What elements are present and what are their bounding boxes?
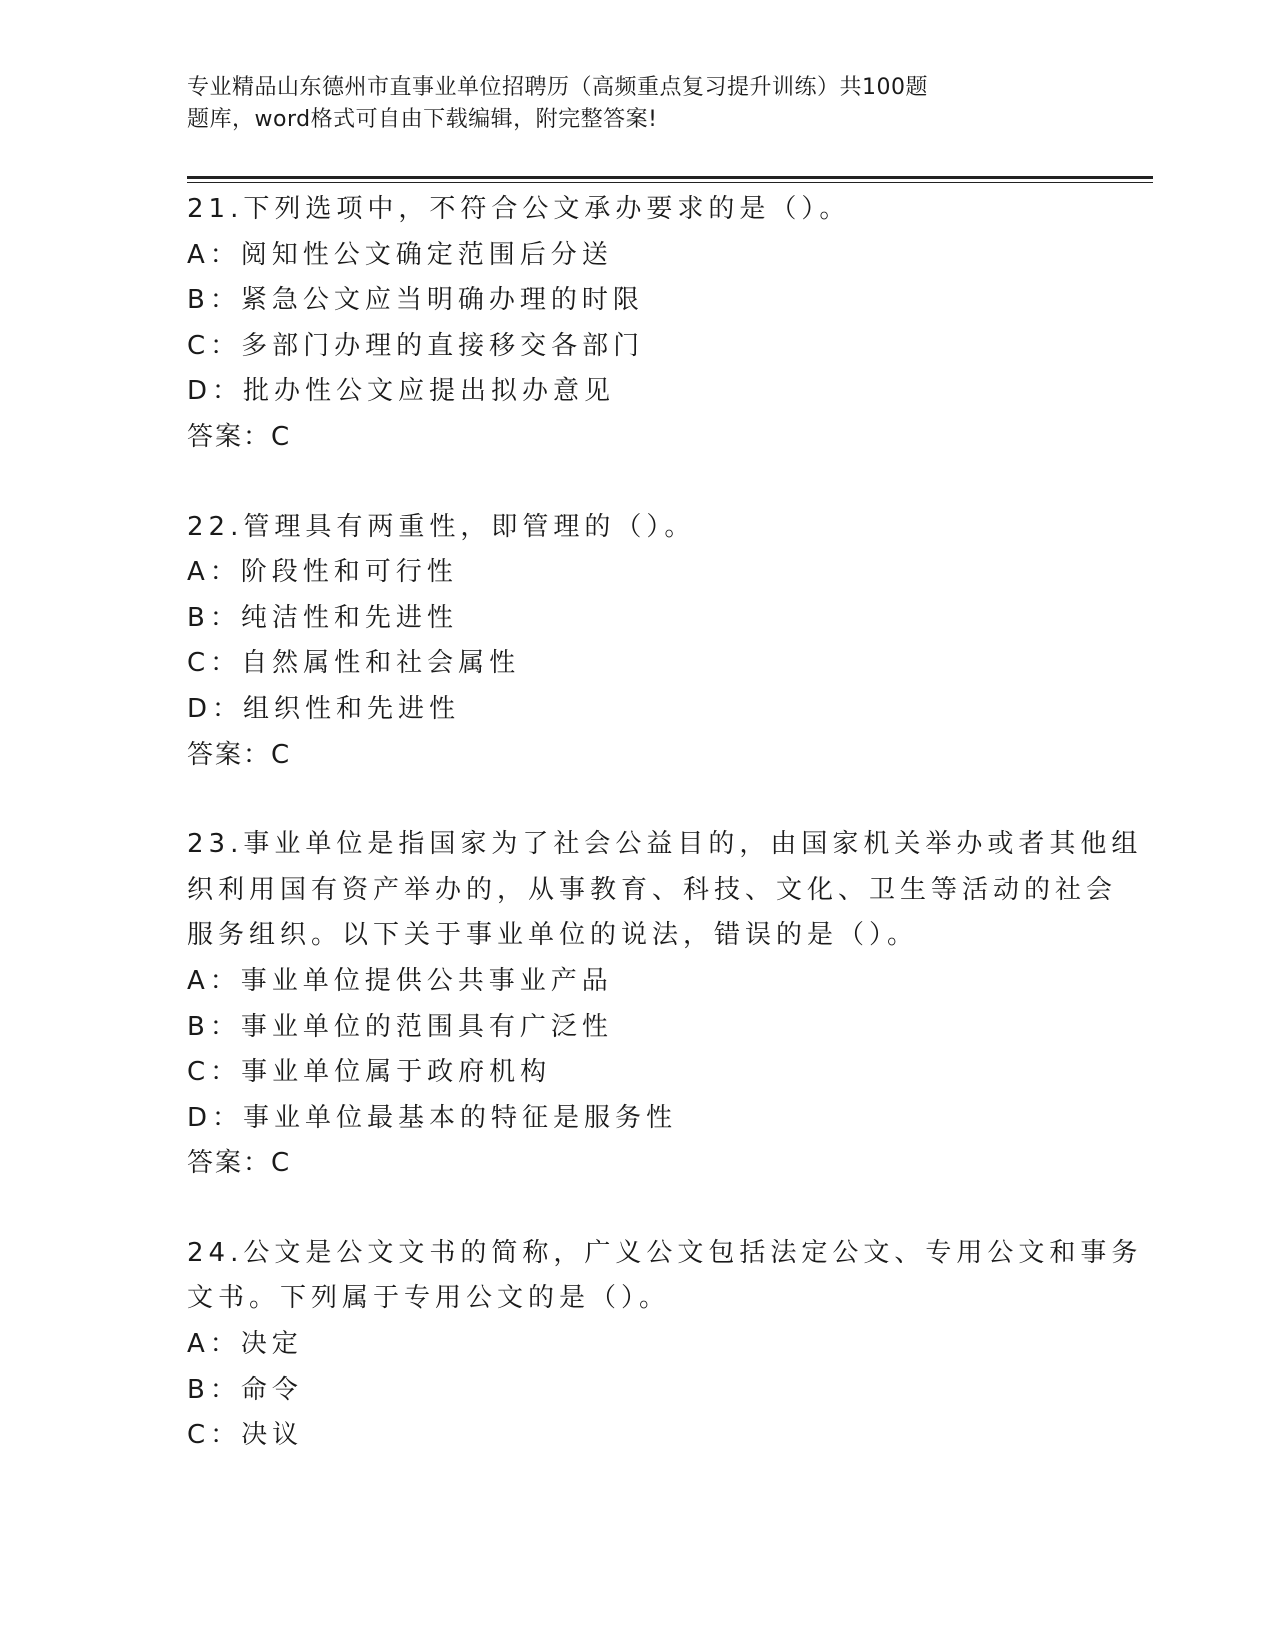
- question-24: [187, 1231, 1143, 1459]
- answer: 答案：C: [187, 421, 292, 452]
- option-c: C：决议: [187, 1420, 304, 1451]
- option-a: A：事业单位提供公共事业产品: [187, 965, 613, 996]
- header-rule-thick: [187, 176, 1153, 179]
- question-list: [187, 187, 1143, 1503]
- option-b: B：纯洁性和先进性: [187, 602, 458, 633]
- option-d: D：事业单位最基本的特征是服务性: [187, 1102, 678, 1133]
- option-c: C：事业单位属于政府机构: [187, 1057, 552, 1088]
- question-22: [187, 505, 1087, 779]
- question-stem: 文书。下列属于专用公文的是（）。: [187, 1283, 671, 1314]
- option-a: A：阶段性和可行性: [187, 557, 458, 588]
- header-line-2: 题库，word格式可自由下载编辑，附完整答案!: [187, 107, 658, 132]
- option-b: B：命令: [187, 1374, 303, 1405]
- question-21: [187, 187, 1087, 461]
- question-stem: 22.管理具有两重性，即管理的（）。: [187, 511, 696, 542]
- answer: 答案：C: [187, 739, 292, 770]
- option-a: A：决定: [187, 1329, 303, 1360]
- answer: 答案：C: [187, 1148, 292, 1179]
- option-b: B：紧急公文应当明确办理的时限: [187, 285, 644, 316]
- header-rule-thin: [187, 182, 1153, 183]
- question-stem: 21.下列选项中，不符合公文承办要求的是（）。: [187, 194, 851, 224]
- option-c: C：自然属性和社会属性: [187, 648, 521, 679]
- question-stem: 24.公文是公文文书的简称，广义公文包括法定公文、专用公文和事务: [187, 1237, 1143, 1268]
- question-23: [187, 822, 1143, 1187]
- option-c: C：多部门办理的直接移交各部门: [187, 330, 645, 361]
- header-line-1: 专业精品山东德州市直事业单位招聘历（高频重点复习提升训练）共100题: [187, 75, 928, 100]
- option-a: A：阅知性公文确定范围后分送: [187, 239, 613, 270]
- question-stem: 织利用国有资产举办的，从事教育、科技、文化、卫生等活动的社会: [187, 874, 1118, 905]
- question-stem: 服务组织。以下关于事业单位的说法，错误的是（）。: [187, 920, 919, 951]
- option-d: D：批办性公文应提出拟办意见: [187, 376, 616, 407]
- question-stem: 23.事业单位是指国家为了社会公益目的，由国家机关举办或者其他组: [187, 829, 1143, 860]
- page-header: [187, 72, 1037, 136]
- option-b: B：事业单位的范围具有广泛性: [187, 1011, 613, 1042]
- option-d: D：组织性和先进性: [187, 693, 461, 724]
